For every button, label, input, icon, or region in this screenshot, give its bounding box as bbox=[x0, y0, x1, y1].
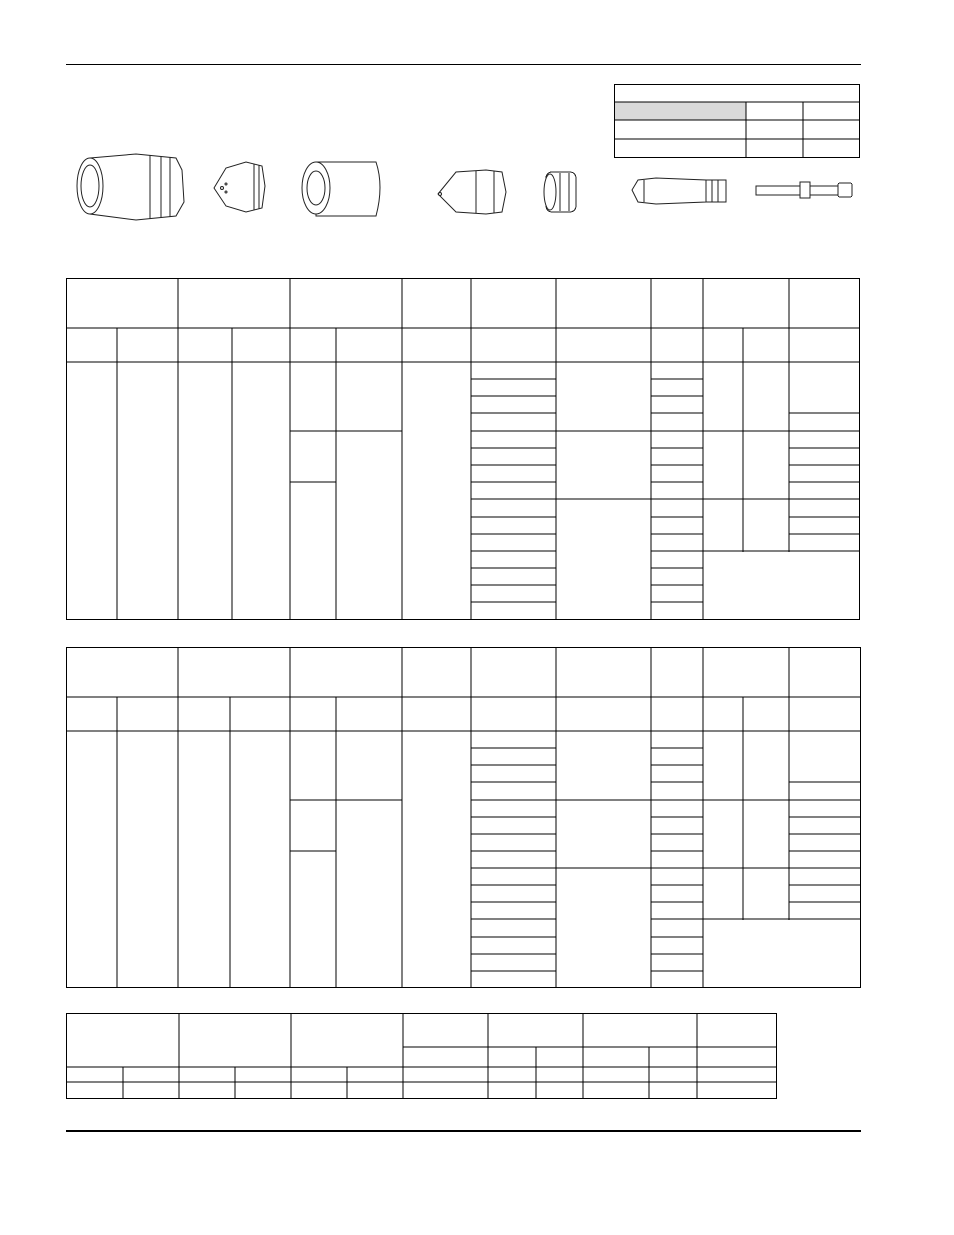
footer-rule bbox=[66, 1130, 861, 1132]
